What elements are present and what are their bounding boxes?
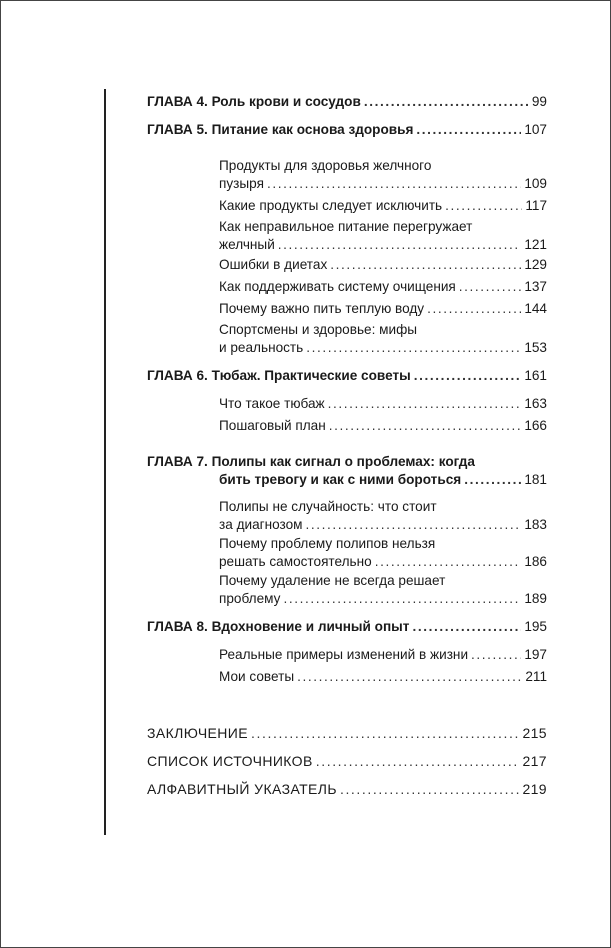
entry-page: 129 <box>524 257 547 272</box>
entry-title-line2: за диагнозом <box>219 517 303 532</box>
toc-entry-chapter-5[interactable] <box>147 120 547 140</box>
entry-title: Мои советы <box>219 669 295 684</box>
dot-leader <box>445 196 522 216</box>
toc-entry-ch5-section-5[interactable] <box>147 277 547 297</box>
toc-entry-ch5-section-4[interactable] <box>147 255 547 275</box>
dot-leader <box>340 779 519 799</box>
toc-entry-ch5-section-6[interactable] <box>147 299 547 319</box>
entry-title: ГЛАВА 8. Вдохновение и личный опыт <box>147 619 410 634</box>
dot-leader <box>306 515 522 535</box>
dot-leader <box>375 552 522 572</box>
dot-leader <box>364 92 529 112</box>
toc-entry-chapter-4[interactable] <box>147 92 547 112</box>
toc-entry-sources[interactable] <box>147 751 547 771</box>
toc-entry-ch6-section-2[interactable] <box>147 416 547 436</box>
toc-entry-chapter-6[interactable] <box>147 366 547 386</box>
dot-leader <box>414 366 522 386</box>
entry-title: Ошибки в диетах <box>219 257 328 272</box>
entry-title: Пошаговый план <box>219 418 326 433</box>
toc-entry-ch7-section-2[interactable] <box>147 535 547 572</box>
entry-page: 189 <box>524 591 547 606</box>
toc-entry-index[interactable] <box>147 779 547 799</box>
entry-title: ГЛАВА 4. Роль крови и сосудов <box>147 94 361 109</box>
entry-title-line2: проблему <box>219 591 281 606</box>
entry-page: 211 <box>525 669 547 684</box>
entry-page: 195 <box>524 619 547 634</box>
entry-title: СПИСОК ИСТОЧНИКОВ <box>147 753 313 769</box>
entry-title: ГЛАВА 6. Тюбаж. Практические советы <box>147 368 411 383</box>
entry-title-line1: Продукты для здоровья желчного <box>219 158 432 173</box>
table-of-contents <box>147 92 547 799</box>
entry-title-line2: желчный <box>219 237 275 252</box>
entry-page: 161 <box>524 368 547 383</box>
entry-title-line2: бить тревогу и как с ними бороться <box>219 472 462 487</box>
toc-entry-ch7-section-1[interactable] <box>147 498 547 535</box>
entry-page: 144 <box>524 301 547 316</box>
toc-entry-ch5-section-2[interactable] <box>147 196 547 216</box>
entry-title-line1: Полипы не случайность: что стоит <box>219 499 437 514</box>
toc-entry-ch7-section-3[interactable] <box>147 572 547 609</box>
dot-leader <box>267 174 521 194</box>
entry-title-line1: ГЛАВА 7. Полипы как сигнал о проблемах: когда <box>147 454 475 469</box>
toc-entry-chapter-7[interactable] <box>147 453 547 490</box>
dot-leader <box>328 394 522 414</box>
dot-leader <box>306 338 521 358</box>
dot-leader <box>329 416 522 436</box>
dot-leader <box>416 120 521 140</box>
dot-leader <box>297 667 522 687</box>
margin-rule <box>104 89 106 835</box>
entry-title-line2: решать самостоятельно <box>219 554 372 569</box>
entry-page: 197 <box>524 647 547 662</box>
toc-entry-conclusion[interactable] <box>147 723 547 743</box>
entry-title: Что такое тюбаж <box>219 396 325 411</box>
entry-title: АЛФАВИТНЫЙ УКАЗАТЕЛЬ <box>147 781 337 797</box>
dot-leader <box>316 751 520 771</box>
entry-page: 215 <box>522 725 547 741</box>
entry-page: 109 <box>524 176 547 191</box>
entry-page: 219 <box>522 781 547 797</box>
entry-title-line1: Как неправильное питание перегружает <box>219 219 473 234</box>
toc-entry-chapter-8[interactable] <box>147 617 547 637</box>
entry-page: 183 <box>524 517 547 532</box>
entry-page: 166 <box>524 418 547 433</box>
entry-page: 181 <box>524 472 547 487</box>
entry-page: 163 <box>524 396 547 411</box>
entry-page: 99 <box>531 94 547 109</box>
entry-title-line1: Почему проблему полипов нельзя <box>219 536 436 551</box>
entry-page: 153 <box>524 340 547 355</box>
entry-title-line2: пузыря <box>219 176 264 191</box>
entry-page: 117 <box>525 198 547 213</box>
entry-page: 186 <box>524 554 547 569</box>
toc-entry-ch8-section-1[interactable] <box>147 645 547 665</box>
entry-page: 107 <box>524 122 547 137</box>
entry-title-line2: и реальность <box>219 340 304 355</box>
entry-title: Какие продукты следует исключить <box>219 198 443 213</box>
entry-title: ГЛАВА 5. Питание как основа здоровья <box>147 122 414 137</box>
entry-title-line1: Почему удаление не всегда решает <box>219 573 446 588</box>
toc-entry-ch5-section-7[interactable] <box>147 321 547 358</box>
dot-leader <box>464 470 521 490</box>
entry-page: 121 <box>524 237 547 252</box>
entry-title: ЗАКЛЮЧЕНИЕ <box>147 725 248 741</box>
dot-leader <box>251 723 519 743</box>
entry-title: Реальные примеры изменений в жизни <box>219 647 469 662</box>
entry-page: 137 <box>524 279 547 294</box>
toc-entry-ch5-section-3[interactable] <box>147 218 547 255</box>
entry-page: 217 <box>522 753 547 769</box>
dot-leader <box>330 255 521 275</box>
entry-title: Почему важно пить теплую воду <box>219 301 425 316</box>
dot-leader <box>427 299 521 319</box>
toc-entry-ch6-section-1[interactable] <box>147 394 547 414</box>
entry-title-line1: Спортсмены и здоровье: мифы <box>219 322 418 337</box>
toc-entry-ch8-section-2[interactable] <box>147 667 547 687</box>
toc-entry-ch5-section-1[interactable] <box>147 157 547 194</box>
dot-leader <box>278 235 522 255</box>
dot-leader <box>471 645 521 665</box>
entry-title: Как поддерживать систему очищения <box>219 279 456 294</box>
dot-leader <box>459 277 522 297</box>
dot-leader <box>412 617 521 637</box>
dot-leader <box>283 589 521 609</box>
